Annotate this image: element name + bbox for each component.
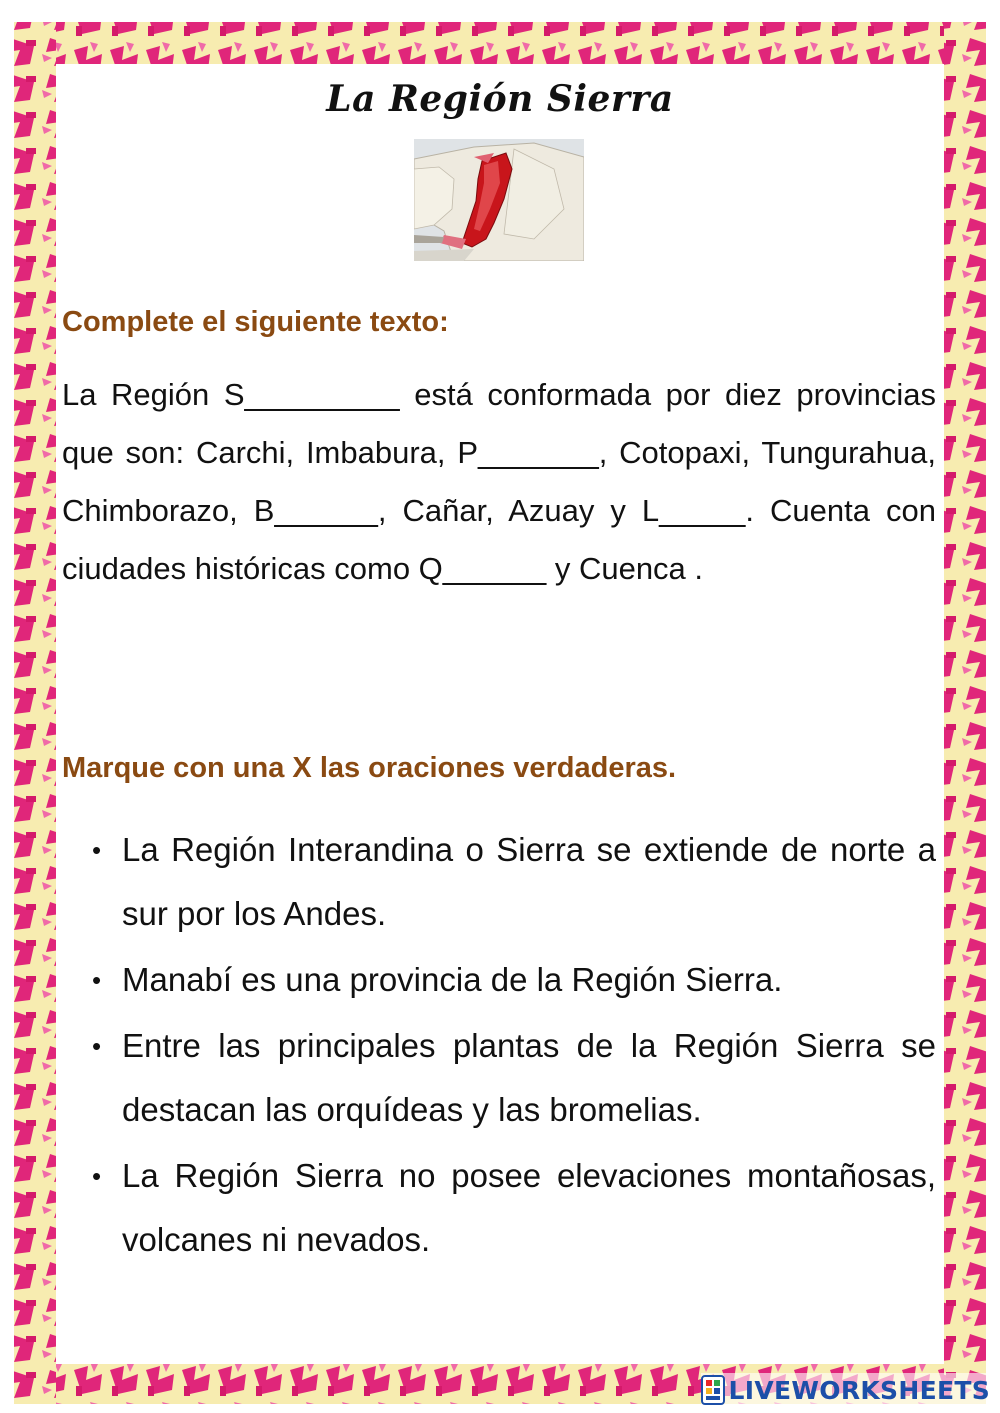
list-item[interactable] [92,1144,936,1272]
liveworksheets-brand-text: LIVEWORKSHEETS [728,1375,990,1405]
bullet-icon: • [92,835,102,865]
list-item[interactable] [92,948,936,1012]
ecuador-sierra-map [414,139,584,261]
statements-list [92,818,936,1274]
statement-text: La Región Sierra no posee elevaciones montañosas, volcanes ni nevados. [122,1157,936,1258]
list-item[interactable] [92,818,936,946]
statement-text: La Región Interandina o Sierra se extiende de norte a sur por los Andes. [122,831,936,932]
section-heading-true-false: Marque con una X las oraciones verdaderas. [62,752,677,784]
list-item[interactable] [92,1014,936,1142]
fill-in-paragraph [62,366,936,598]
bullet-icon: • [92,1161,102,1191]
liveworksheets-watermark[interactable] [701,1373,990,1407]
statement-text: Entre las principales plantas de la Región Sierra se destacan las orquídeas y las bromelias. [122,1027,936,1128]
page-title: La Región Sierra [326,78,674,120]
section-heading-complete: Complete el siguiente texto: [62,306,449,338]
statement-text: Manabí es una provincia de la Región Sierra. [122,961,783,998]
bullet-icon: • [92,1031,102,1061]
liveworksheets-logo-icon [701,1375,725,1405]
bullet-icon: • [92,965,102,995]
fill-in-text: La Región S_________ está conformada por diez provincias que son: Carchi, Imbabura, P_______, Cotopaxi, Tungurahua, Chimborazo, B______, Cañar, Azuay y L_____. Cuenta con ciudades históricas como Q______ y Cuenca . [62,377,936,586]
